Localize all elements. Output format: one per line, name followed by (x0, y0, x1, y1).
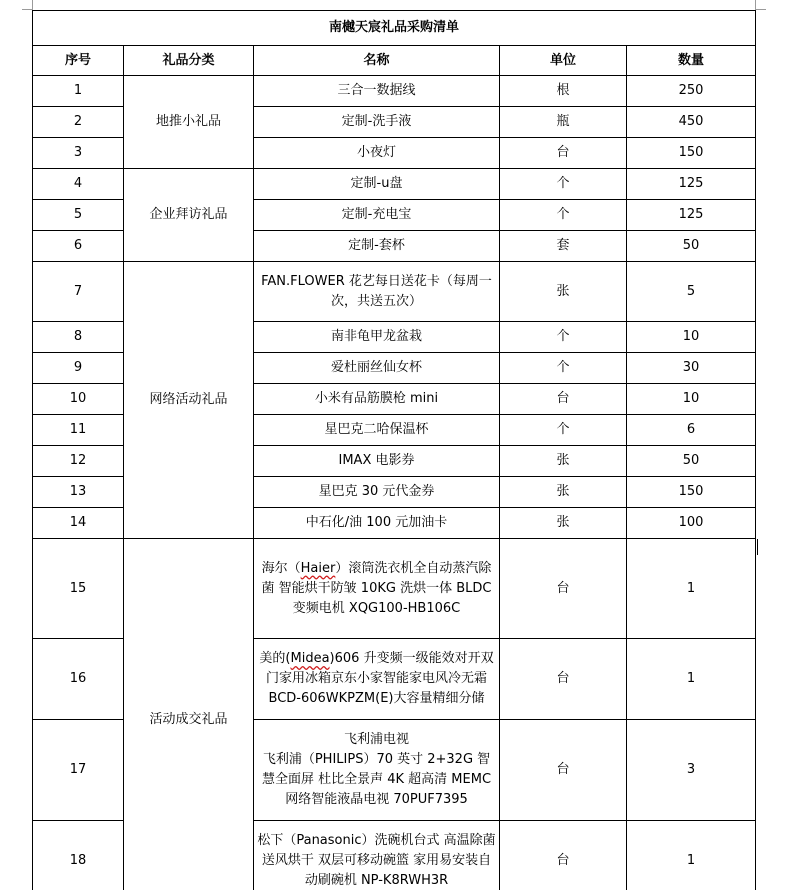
cell-unit[interactable]: 台 (500, 821, 627, 890)
cell-name[interactable]: 中石化/油 100 元加油卡 (254, 508, 500, 539)
cell-qty[interactable]: 450 (627, 107, 756, 138)
name-text: 飞利浦电视 (343, 732, 409, 747)
cell-unit[interactable]: 张 (500, 508, 627, 539)
cell-no[interactable]: 13 (33, 477, 124, 508)
cell-qty[interactable]: 50 (627, 231, 756, 262)
cell-name[interactable]: 定制-u盘 (254, 169, 500, 200)
cell-unit[interactable]: 个 (500, 353, 627, 384)
cell-unit[interactable]: 套 (500, 231, 627, 262)
cell-name[interactable]: 小夜灯 (254, 138, 500, 169)
cell-unit[interactable]: 台 (500, 720, 627, 821)
cell-qty[interactable]: 125 (627, 169, 756, 200)
cell-qty[interactable]: 1 (627, 539, 756, 639)
name-text: )606 升变频一级能效对开双门家用冰箱京东小家智能家电风冷无霜 BCD-606WKPZM(E)大容量精细分储 (265, 651, 494, 706)
name-text: 海尔（ (261, 560, 301, 576)
cell-unit[interactable]: 台 (500, 639, 627, 720)
cell-name[interactable]: 三合一数据线 (254, 76, 500, 107)
cell-qty[interactable]: 6 (627, 415, 756, 446)
header-name[interactable]: 名称 (254, 46, 500, 76)
cell-qty[interactable]: 100 (627, 508, 756, 539)
cell-no[interactable]: 3 (33, 138, 124, 169)
cell-name[interactable]: 爱杜丽丝仙女杯 (254, 353, 500, 384)
spellcheck-word: Haier (300, 560, 336, 576)
cell-unit[interactable]: 张 (500, 446, 627, 477)
cell-no[interactable]: 18 (33, 821, 124, 890)
title-row (33, 11, 756, 46)
cell-unit[interactable]: 台 (500, 539, 627, 639)
cell-qty[interactable]: 50 (627, 446, 756, 477)
cell-unit[interactable]: 个 (500, 322, 627, 353)
cell-category[interactable]: 活动成交礼品 (124, 539, 254, 890)
cell-qty[interactable]: 250 (627, 76, 756, 107)
name-text: 飞利浦（PHILIPS）70 英寸 2+32G 智慧全面屏 杜比全景声 4K 超高清 MEMC 网络智能液晶电视 70PUF7395 (261, 752, 492, 807)
cell-no[interactable]: 15 (33, 539, 124, 639)
cell-no[interactable]: 2 (33, 107, 124, 138)
cell-qty[interactable]: 1 (627, 639, 756, 720)
procurement-table (32, 10, 756, 890)
cell-unit[interactable]: 个 (500, 200, 627, 231)
cell-unit[interactable]: 张 (500, 477, 627, 508)
cell-no[interactable]: 11 (33, 415, 124, 446)
header-no[interactable]: 序号 (33, 46, 124, 76)
header-category[interactable]: 礼品分类 (124, 46, 254, 76)
text-cursor (757, 539, 758, 555)
spellcheck-word: Midea (290, 651, 330, 666)
header-qty[interactable]: 数量 (627, 46, 756, 76)
cell-name[interactable]: 定制-充电宝 (254, 200, 500, 231)
cell-no[interactable]: 1 (33, 76, 124, 107)
cell-name[interactable]: FAN.FLOWER 花艺每日送花卡（每周一次，共送五次） (254, 262, 500, 322)
table-row (33, 262, 756, 322)
cell-name[interactable]: 南非龟甲龙盆栽 (254, 322, 500, 353)
cell-category[interactable]: 企业拜访礼品 (124, 169, 254, 262)
cell-category[interactable]: 地推小礼品 (124, 76, 254, 169)
cell-no[interactable]: 14 (33, 508, 124, 539)
table-row (33, 169, 756, 200)
cell-unit[interactable]: 张 (500, 262, 627, 322)
cell-qty[interactable]: 3 (627, 720, 756, 821)
cell-name[interactable]: IMAX 电影券 (254, 446, 500, 477)
cell-qty[interactable]: 125 (627, 200, 756, 231)
cell-unit[interactable]: 个 (500, 415, 627, 446)
cell-no[interactable]: 10 (33, 384, 124, 415)
header-row (33, 46, 756, 76)
cell-name[interactable] (254, 720, 500, 821)
table-row (33, 76, 756, 107)
header-unit[interactable]: 单位 (500, 46, 627, 76)
cell-name[interactable]: 星巴克二哈保温杯 (254, 415, 500, 446)
cell-no[interactable]: 7 (33, 262, 124, 322)
cell-qty[interactable]: 150 (627, 138, 756, 169)
name-text: ）滚筒洗衣机全自动蒸汽除菌 智能烘干防皱 10KG 洗烘一体 BLDC 变频电机 XQG100-HB106C (261, 560, 492, 616)
cell-no[interactable]: 16 (33, 639, 124, 720)
cell-qty[interactable]: 5 (627, 262, 756, 322)
cell-name[interactable]: 松下（Panasonic）洗碗机台式 高温除菌 送风烘干 双层可移动碗篮 家用易安装自动刷碗机 NP-K8RWH3R (254, 821, 500, 890)
margin-corner-mark (755, 0, 766, 10)
cell-name[interactable]: 定制-洗手液 (254, 107, 500, 138)
cell-qty[interactable]: 30 (627, 353, 756, 384)
cell-name[interactable]: 定制-套杯 (254, 231, 500, 262)
cell-qty[interactable]: 10 (627, 384, 756, 415)
cell-unit[interactable]: 个 (500, 169, 627, 200)
cell-no[interactable]: 4 (33, 169, 124, 200)
table-row (33, 539, 756, 639)
margin-corner-mark (22, 0, 33, 10)
cell-no[interactable]: 12 (33, 446, 124, 477)
cell-qty[interactable]: 1 (627, 821, 756, 890)
cell-qty[interactable]: 10 (627, 322, 756, 353)
cell-no[interactable]: 9 (33, 353, 124, 384)
cell-unit[interactable]: 根 (500, 76, 627, 107)
cell-name[interactable] (254, 639, 500, 720)
cell-name[interactable]: 小米有品筋膜枪 mini (254, 384, 500, 415)
cell-unit[interactable]: 台 (500, 384, 627, 415)
cell-unit[interactable]: 台 (500, 138, 627, 169)
table-title[interactable]: 南樾天宸礼品采购清单 (33, 11, 756, 46)
cell-no[interactable]: 8 (33, 322, 124, 353)
cell-category[interactable]: 网络活动礼品 (124, 262, 254, 539)
cell-no[interactable]: 6 (33, 231, 124, 262)
cell-qty[interactable]: 150 (627, 477, 756, 508)
cell-no[interactable]: 17 (33, 720, 124, 821)
name-text: 美的( (259, 651, 291, 666)
cell-name[interactable] (254, 539, 500, 639)
cell-no[interactable]: 5 (33, 200, 124, 231)
cell-name[interactable]: 星巴克 30 元代金券 (254, 477, 500, 508)
cell-unit[interactable]: 瓶 (500, 107, 627, 138)
